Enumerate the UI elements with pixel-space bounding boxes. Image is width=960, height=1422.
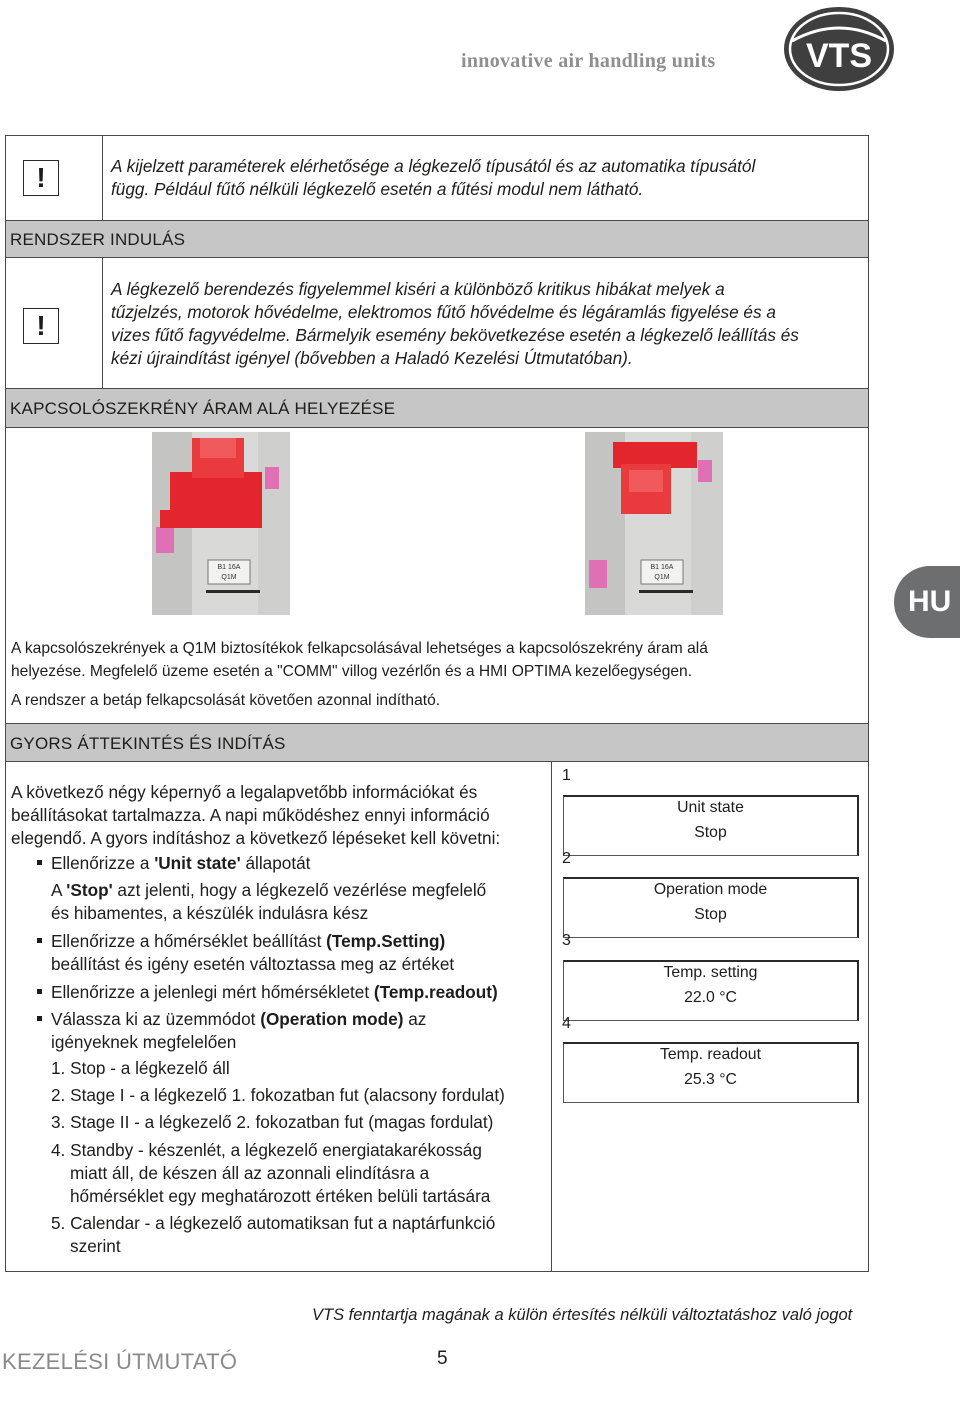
step-text: és hibamentes, a készülék indulásra kész	[51, 903, 369, 923]
step-temp-readout	[37, 981, 498, 1004]
screen-label: Operation mode	[653, 881, 768, 898]
screen-value: Stop	[694, 824, 727, 841]
mode-line: 4. Standby - készenlét, a légkezelő energiatakarékosság	[51, 1140, 482, 1160]
bullet-icon	[37, 1016, 42, 1021]
section-bar-startup	[6, 220, 868, 258]
screen-temp-readout	[563, 1042, 859, 1103]
startup-line: A légkezelő berendezés figyelemmel kiséri a különböző kritikus hibákat melyek a	[111, 279, 725, 299]
section-title-switchbox: KAPCSOLÓSZEKRÉNY ÁRAM ALÁ HELYEZÉSE	[10, 399, 396, 418]
screen-number: 3	[562, 932, 571, 949]
intro-line: beállításokat tartalmazza. A napi működéshez ennyi információ	[11, 805, 490, 825]
divider	[102, 258, 103, 388]
section-bar-quick	[6, 723, 868, 762]
screen-number: 2	[562, 850, 571, 867]
step-keyword: (Temp.Setting)	[326, 931, 446, 951]
startup-line: vizes fűtő fagyvédelme. Bármelyik esemény bekövetkezése esetén a légkezelő leállítás és	[111, 325, 799, 345]
step-unit-state-desc	[51, 879, 486, 925]
bullet-icon	[37, 938, 42, 943]
step-keyword: 'Unit state'	[154, 853, 241, 873]
footer-title: KEZELÉSI ÚTMUTATÓ	[2, 1349, 238, 1374]
screen-number: 4	[562, 1015, 571, 1032]
switchbox-paragraph-2: A rendszer a betáp felkapcsolását követően azonnal indítható.	[11, 692, 441, 709]
logo-text: VTS	[805, 37, 873, 75]
mode-line: 5. Calendar - a légkezelő automatiksan fut a naptárfunkció	[51, 1213, 496, 1233]
notice-line: A kijelzett paraméterek elérhetősége a légkezelő típusától és az automatika típusától	[111, 156, 756, 176]
breaker-off-photo	[152, 432, 290, 615]
step-text: Ellenőrizze a jelenlegi mért hőmérsékletet	[51, 982, 374, 1002]
warning-icon: !	[23, 308, 59, 344]
switchbox-line: A kapcsolószekrények a Q1M biztosítékok felkapcsolásával lehetséges a kapcsolószekrény áram alá	[11, 640, 708, 657]
screen-value: 22.0 °C	[684, 989, 737, 1006]
section-bar-switchbox	[6, 388, 868, 428]
screen-label: Unit state	[677, 799, 744, 816]
breaker-label-2: Q1M	[654, 574, 670, 581]
step-text: azt jelenti, hogy a légkezelő vezérlése megfelelő	[112, 880, 487, 900]
language-badge: HU	[894, 566, 960, 638]
mode-line: hőmérséklet egy meghatározott értéken belüli tartására	[70, 1186, 491, 1206]
mode-item-2: 2. Stage I - a légkezelő 1. fokozatban fut (alacsony fordulat)	[51, 1085, 505, 1105]
screen-operation-mode	[563, 877, 859, 938]
step-temp-setting	[37, 930, 454, 976]
header-tagline: innovative air handling units	[461, 50, 716, 72]
step-text: Ellenőrizze a	[51, 853, 155, 873]
screen-label: Temp. readout	[660, 1046, 761, 1063]
breaker-label-1: B1 16A	[650, 564, 674, 571]
intro-line: elegendő. A gyors indításhoz a következő lépéseket kell követni:	[11, 828, 501, 848]
bullet-icon	[37, 860, 42, 865]
switchbox-paragraph	[11, 637, 708, 683]
vts-logo	[782, 5, 896, 93]
step-text: igényeknek megfelelően	[51, 1032, 237, 1052]
intro-line: A következő négy képernyő a legalapvetőbb információkat és	[11, 782, 478, 802]
step-text: az	[403, 1009, 427, 1029]
breaker-label-1: B1 16A	[217, 564, 241, 571]
step-text: Válassza ki az üzemmódot	[51, 1009, 261, 1029]
mode-item-4	[51, 1139, 490, 1208]
section-title-quick: GYORS ÁTTEKINTÉS ÉS INDÍTÁS	[10, 734, 286, 753]
startup-line: kézi újraindítást igényel (bővebben a Haladó Kezelési Útmutatóban).	[111, 348, 633, 368]
screen-value: Stop	[694, 906, 727, 923]
switchbox-line: helyezése. Megfelelő üzeme esetén a "COMM" villog vezérlőn és a HMI OPTIMA kezelőegységen.	[11, 663, 693, 680]
mode-item-5	[51, 1212, 495, 1258]
page-number: 5	[437, 1348, 448, 1369]
screen-number: 1	[562, 767, 571, 784]
mode-item-1: 1. Stop - a légkezelő áll	[51, 1058, 230, 1078]
section-title-startup: RENDSZER INDULÁS	[10, 230, 186, 249]
screen-label: Temp. setting	[663, 964, 758, 981]
step-keyword: (Temp.readout)	[373, 982, 498, 1002]
screen-temp-setting	[563, 960, 859, 1021]
step-operation-mode	[37, 1008, 426, 1054]
warning-icon: !	[23, 160, 59, 196]
step-text: állapotát	[240, 853, 311, 873]
screen-value: 25.3 °C	[684, 1071, 737, 1088]
startup-text	[111, 278, 799, 370]
notice-text	[111, 155, 755, 201]
mode-line: szerint	[70, 1236, 121, 1256]
step-text: beállítást és igény esetén változtassa meg az értéket	[51, 954, 455, 974]
bullet-icon	[37, 989, 42, 994]
footer-note: VTS fenntartja magának a külön értesítés nélküli változtatáshoz való jogot	[312, 1306, 853, 1324]
screen-unit-state	[563, 795, 859, 856]
step-text: Ellenőrizze a hőmérséklet beállítást	[51, 931, 327, 951]
step-text: A	[51, 880, 67, 900]
divider	[551, 762, 552, 1272]
divider	[102, 135, 103, 220]
breaker-on-photo	[585, 432, 723, 615]
mode-line: miatt áll, de készen áll az azonnali elindításra a	[70, 1163, 430, 1183]
quick-intro	[11, 781, 500, 850]
step-keyword: 'Stop'	[66, 880, 113, 900]
mode-item-3: 3. Stage II - a légkezelő 2. fokozatban fut (magas fordulat)	[51, 1112, 494, 1132]
breaker-label-2: Q1M	[221, 574, 237, 581]
startup-line: tűzjelzés, motorok hővédelme, elektromos fűtő hővédelme és légáramlás figyelése és a	[111, 302, 776, 322]
step-keyword: (Operation mode)	[260, 1009, 404, 1029]
notice-line: függ. Például fűtő nélküli légkezelő esetén a fűtési modul nem látható.	[111, 179, 644, 199]
step-unit-state	[37, 852, 310, 875]
